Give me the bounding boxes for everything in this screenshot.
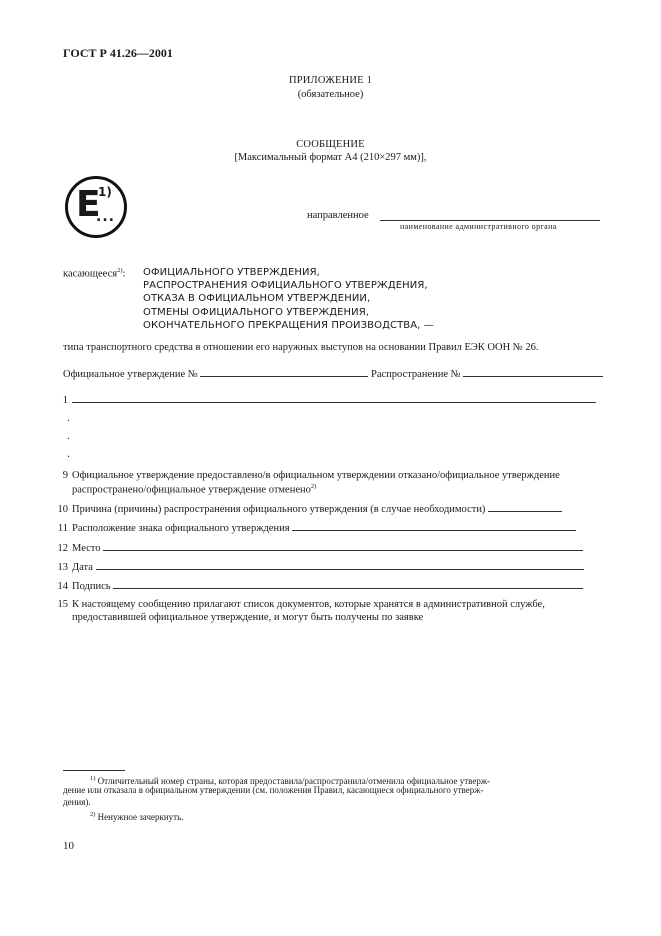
line-14: 14 Подпись bbox=[50, 579, 583, 592]
vehicle-type-text: типа транспортного средства в отношении его наружных выступов на основании Правил ЕЭК ООН № 26. bbox=[63, 342, 539, 353]
approval-number-field[interactable] bbox=[200, 367, 368, 377]
approval-mark-dots: ... bbox=[96, 209, 115, 225]
place-field[interactable] bbox=[103, 541, 583, 551]
footnote-2: $^{2)}$ Ненужное зачеркнуть. bbox=[90, 811, 184, 822]
footnote-1-line-3: дения). bbox=[63, 797, 91, 807]
approval-number-label: Официальное утверждение № bbox=[63, 369, 198, 380]
concerning-label: касающееся$^{2)}$: bbox=[63, 267, 126, 280]
concerning-list bbox=[143, 266, 434, 332]
line-10-field[interactable] bbox=[488, 502, 562, 512]
line-9: 9 Официальное утверждение предоставлено/в официальном утверждении отказано/официальное утверждение bbox=[62, 470, 560, 481]
message-title: СООБЩЕНИЕ bbox=[296, 139, 365, 150]
line-11-field[interactable] bbox=[292, 521, 576, 531]
sent-to-label: направленное bbox=[307, 210, 369, 221]
concerning-item: ОТМЕНЫ ОФИЦИАЛЬНОГО УТВЕРЖДЕНИЯ, bbox=[143, 306, 370, 318]
signature-field[interactable] bbox=[113, 579, 583, 589]
line-9-continued: распространено/официальное утверждение отменено$^{2)}$ bbox=[72, 483, 317, 496]
concerning-item: ОТКАЗА В ОФИЦИАЛЬНОМ УТВЕРЖДЕНИИ, bbox=[143, 293, 371, 305]
line-10: 10 Причина (причины) распространения официального утверждения (в случае необходимости) bbox=[50, 502, 562, 515]
line-15-continued: предоставившей официальное утверждение, и могут быть получены по заявке bbox=[72, 612, 424, 623]
sent-to-field[interactable] bbox=[380, 220, 600, 221]
annex-subtitle: (обязательное) bbox=[297, 89, 364, 100]
footnote-divider bbox=[63, 770, 125, 771]
ellipsis-dot: . bbox=[67, 428, 70, 442]
approval-mark-icon bbox=[65, 176, 127, 238]
extension-number-label: Распространение № bbox=[371, 369, 461, 380]
approval-mark-sup: 1) bbox=[98, 185, 112, 199]
ellipsis-dot: . bbox=[67, 446, 70, 460]
date-field[interactable] bbox=[96, 560, 584, 570]
message-format: [Максимальный формат А4 (210×297 мм)], bbox=[234, 152, 427, 163]
sent-to-caption: наименование административного органа bbox=[400, 222, 557, 231]
approval-number-row bbox=[63, 367, 603, 380]
line-1-field[interactable] bbox=[72, 393, 596, 403]
line-13: 13 Дата bbox=[50, 560, 584, 573]
concerning-item: ОКОНЧАТЕЛЬНОГО ПРЕКРАЩЕНИЯ ПРОИЗВОДСТВА, — bbox=[143, 319, 434, 331]
standard-header: ГОСТ Р 41.26—2001 bbox=[63, 46, 173, 60]
footnote-1: $^{1)}$ Отличительный номер страны, которая предоставила/распространила/отменила официальное утверж- bbox=[90, 775, 491, 786]
annex-title: ПРИЛОЖЕНИЕ 1 bbox=[288, 75, 373, 86]
footnote-1-line-2: дение или отказала в официальном утверждении (см. положения Правил, касающиеся официального утверж- bbox=[63, 785, 484, 795]
concerning-item: РАСПРОСТРАНЕНИЯ ОФИЦИАЛЬНОГО УТВЕРЖДЕНИЯ, bbox=[143, 280, 428, 292]
line-15: 15 К настоящему сообщению прилагают список документов, которые хранятся в административной службе, bbox=[57, 599, 545, 610]
extension-number-field[interactable] bbox=[463, 367, 603, 377]
approval-mark-letter: E bbox=[76, 184, 101, 225]
page-number: 10 bbox=[63, 840, 74, 852]
line-11: 11 Расположение знака официального утверждения bbox=[50, 521, 576, 534]
line-12: 12 Место bbox=[50, 541, 583, 554]
line-1: 1 bbox=[50, 393, 596, 406]
ellipsis-dot: . bbox=[67, 410, 70, 424]
concerning-item: ОФИЦИАЛЬНОГО УТВЕРЖДЕНИЯ, bbox=[143, 267, 320, 278]
